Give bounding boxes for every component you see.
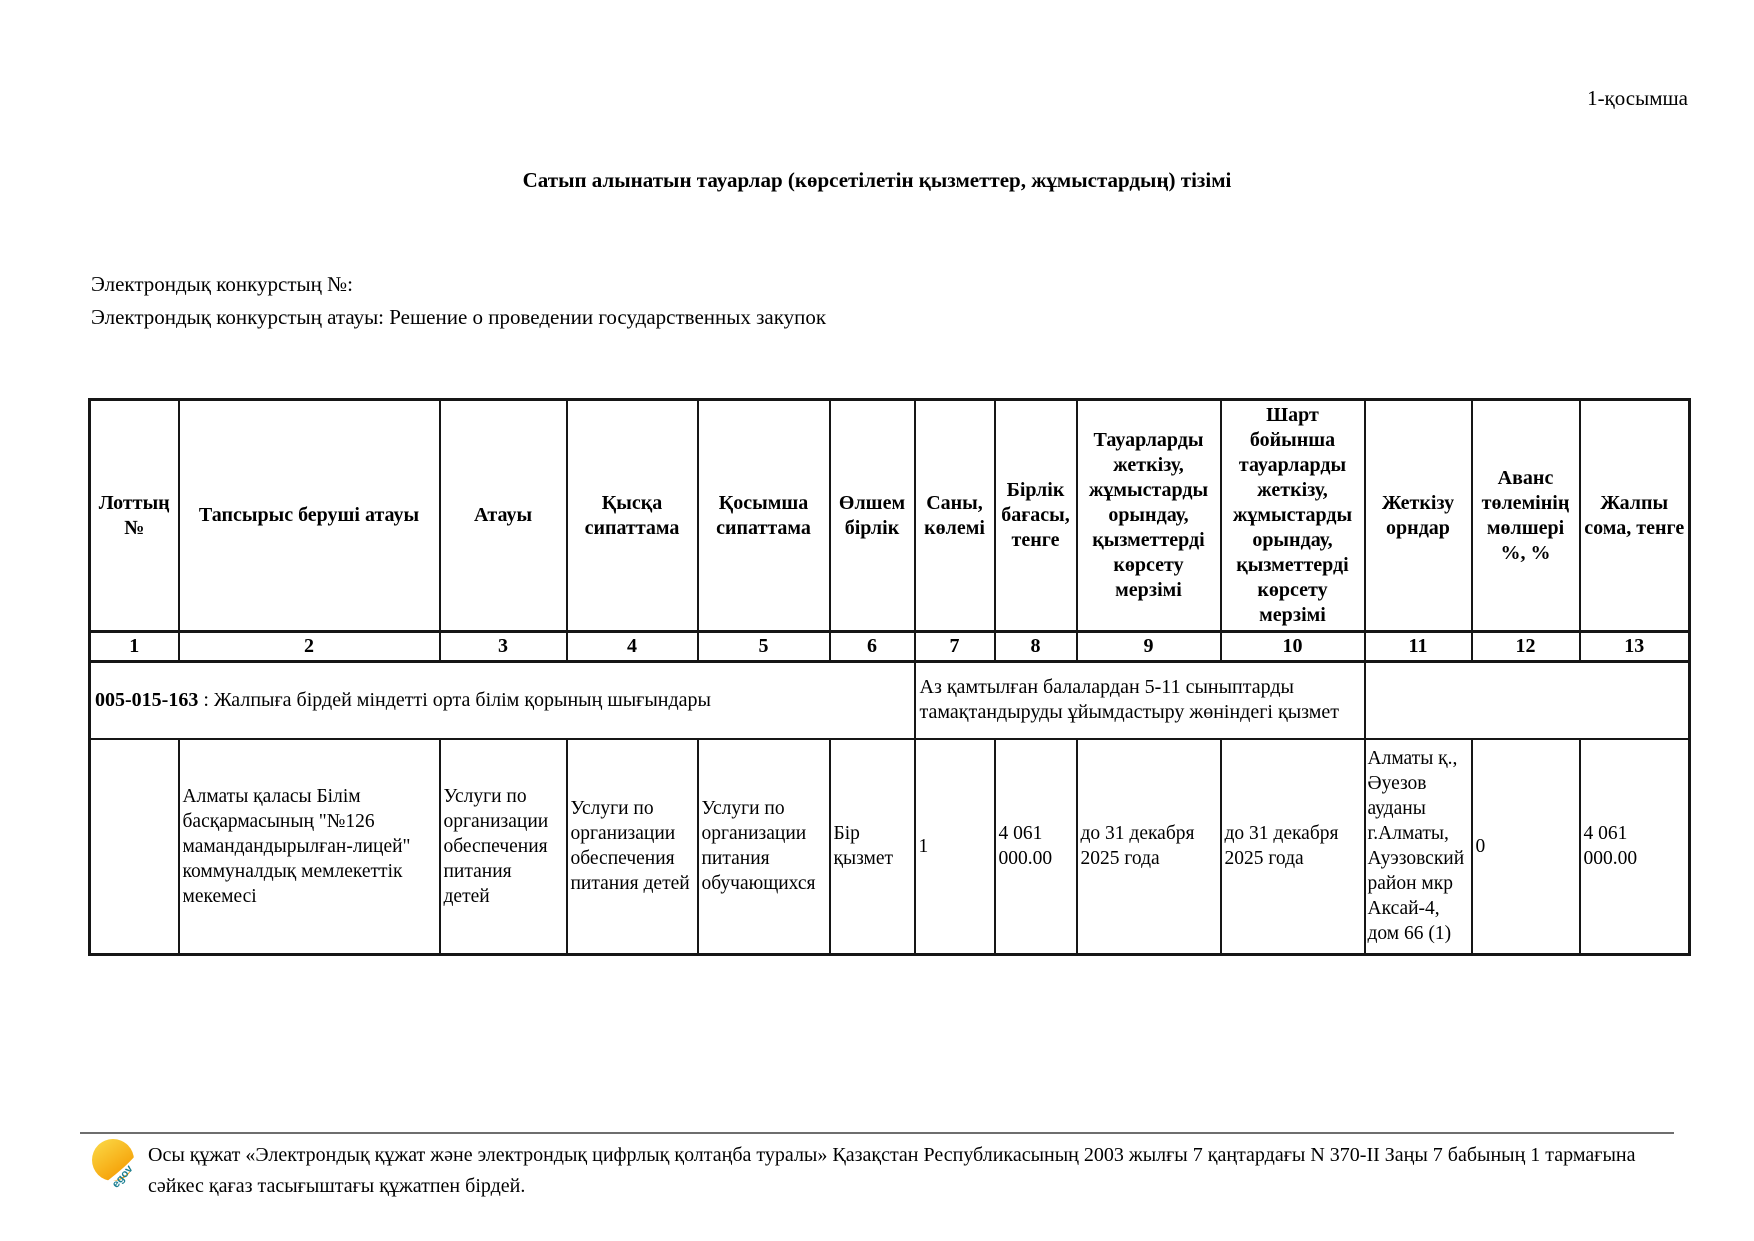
column-number: 4 <box>567 632 698 662</box>
cell-quantity: 1 <box>915 739 995 955</box>
cell-delivery-place: Алматы қ., Әуезов ауданы г.Алматы, Ауэзовский район мкр Аксай-4, дом 66 (1) <box>1365 739 1472 955</box>
column-header-delivery-term: Тауарларды жеткізу, жұмыстарды орындау, қызметтерді көрсету мерзімі <box>1077 400 1221 632</box>
lot-description: : Жалпыға бірдей міндетті орта білім қорының шығындары <box>198 689 711 712</box>
column-number: 1 <box>90 632 179 662</box>
cell-unit-price: 4 061 000.00 <box>995 739 1077 955</box>
contest-number-line: Электрондық конкурстың №: <box>91 272 353 296</box>
appendix-label: 1-қосымша <box>1587 86 1688 110</box>
column-header-unit: Өлшем бірлік <box>830 400 915 632</box>
cell-advance: 0 <box>1472 739 1580 955</box>
cell-unit: Бір қызмет <box>830 739 915 955</box>
lot-service-cell: Аз қамтылған балалардан 5-11 сыныптарды тамақтандыруды ұйымдастыру жөніндегі қызмет <box>915 662 1365 739</box>
egov-logo-icon <box>90 1136 138 1192</box>
column-header-unit-price: Бірлік бағасы, тенге <box>995 400 1077 632</box>
cell-extra-description: Услуги по организации питания обучающихся <box>698 739 830 955</box>
column-header-extra-description: Қосымша сипаттама <box>698 400 830 632</box>
lot-empty-cell <box>1365 662 1690 739</box>
contest-name-line: Электрондық конкурстың атауы: Решение о проведении государственных закупок <box>91 305 827 329</box>
contest-info <box>91 268 826 334</box>
column-number: 8 <box>995 632 1077 662</box>
lot-header-row <box>90 662 1690 739</box>
cell-lot-no <box>90 739 179 955</box>
cell-total: 4 061 000.00 <box>1580 739 1690 955</box>
column-number: 2 <box>179 632 440 662</box>
column-header-delivery-place: Жеткізу орндар <box>1365 400 1472 632</box>
page-title: Сатып алынатын тауарлар (көрсетілетін қызметтер, жұмыстардың) тізімі <box>522 168 1232 192</box>
column-header-advance: Аванс төлемінің мөлшері %, % <box>1472 400 1580 632</box>
column-number: 13 <box>1580 632 1690 662</box>
lot-code: 005-015-163 <box>95 689 199 712</box>
column-number: 10 <box>1221 632 1365 662</box>
cell-customer: Алматы қаласы Білім басқармасының "№126 мамандандырылған-лицей" коммуналдық мемлекеттік мекемесі <box>179 739 440 955</box>
procurement-table <box>88 398 1691 956</box>
column-number-row <box>90 632 1690 662</box>
column-header-name: Атауы <box>440 400 567 632</box>
column-number: 12 <box>1472 632 1580 662</box>
column-number: 7 <box>915 632 995 662</box>
column-number: 11 <box>1365 632 1472 662</box>
column-number: 3 <box>440 632 567 662</box>
cell-contract-delivery-term: до 31 декабря 2025 года <box>1221 739 1365 955</box>
table-header-row <box>90 400 1690 632</box>
cell-name: Услуги по организации обеспечения питания детей <box>440 739 567 955</box>
table-row <box>90 739 1690 955</box>
column-header-customer: Тапсырыс беруші атауы <box>179 400 440 632</box>
column-header-quantity: Саны, көлемі <box>915 400 995 632</box>
svg-text:egov: egov <box>109 1162 136 1191</box>
footer-legal-text: Осы құжат «Электрондық құжат және электрондық цифрлық қолтаңба туралы» Қазақстан Республикасының 2003 жылғы 7 қаңтардағы N 370-II Заңы 7 бабының 1 тармағына сәйкес қағаз тасығыштағы құжатпен бірдей. <box>148 1144 1636 1197</box>
cell-short-description: Услуги по организации обеспечения питания детей <box>567 739 698 955</box>
column-number: 9 <box>1077 632 1221 662</box>
lot-title-cell <box>90 662 915 739</box>
column-header-short-description: Қысқа сипаттама <box>567 400 698 632</box>
column-header-total: Жалпы сома, тенге <box>1580 400 1690 632</box>
column-header-lot-no: Лоттың № <box>90 400 179 632</box>
column-header-contract-delivery-term: Шарт бойынша тауарларды жеткізу, жұмыстарды орындау, қызметтерді көрсету мерзімі <box>1221 400 1365 632</box>
footer-divider <box>80 1132 1674 1134</box>
column-number: 6 <box>830 632 915 662</box>
column-number: 5 <box>698 632 830 662</box>
cell-delivery-term: до 31 декабря 2025 года <box>1077 739 1221 955</box>
